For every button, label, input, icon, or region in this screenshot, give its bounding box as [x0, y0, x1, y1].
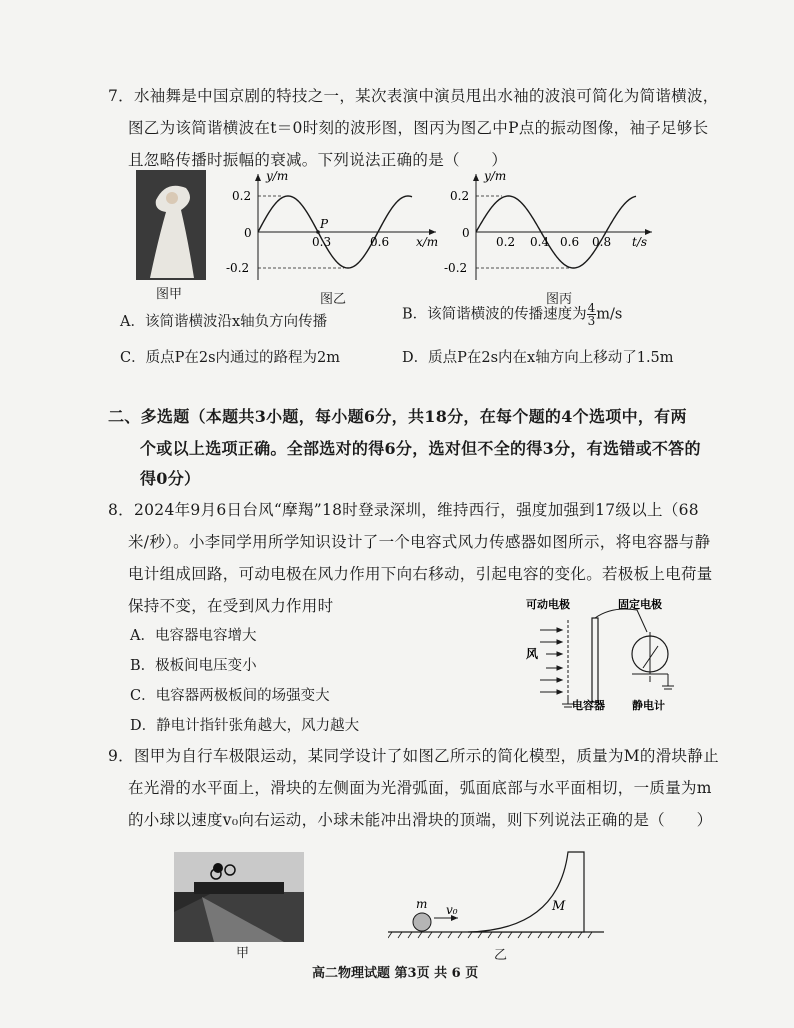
- q8-option-c: C．电容器两极板间的场强变大: [130, 688, 330, 704]
- q7-figure-jia-photo: [136, 170, 206, 280]
- q7-point-p-label: P: [320, 217, 329, 231]
- q7-figure-yi-graph: [222, 166, 442, 286]
- q7-figure-yi-caption: 图乙: [320, 292, 347, 307]
- q9-figure-jia-caption: 甲: [236, 946, 250, 961]
- q7-bing-xtick-0.4: 0.4: [530, 235, 550, 249]
- q7-bing-x-label: t/s: [632, 235, 648, 249]
- q9-stem-line-3: 的小球以速度v₀向右运动，小球未能冲出滑块的顶端，则下列说法正确的是（ ）: [128, 811, 713, 829]
- q8-option-b: B．极板间电压变小: [130, 658, 257, 674]
- q7-yi-x-label: x/m: [416, 235, 439, 249]
- q7-option-b-unit: m/s: [596, 306, 623, 323]
- q7-yi-xtick-0.6: 0.6: [370, 235, 390, 249]
- q8-stem-line-1: 8．2024年9月6日台风“摩羯”18时登录深圳，维持西行，强度加强到17级以上（68: [108, 501, 699, 519]
- q7-stem-line-1: 7．水袖舞是中国京剧的特技之一，某次表演中演员甩出水袖的波浪可简化为简谐横波，: [108, 87, 719, 105]
- q7-option-b: [402, 302, 622, 327]
- q7-figure-bing-caption: 图丙: [546, 292, 573, 307]
- q9-slider-model-figure: [388, 844, 608, 944]
- q7-bing-ytick-top: 0.2: [450, 189, 470, 203]
- q7-yi-ytick-zero: 0: [244, 226, 252, 240]
- q7-yi-ytick-top: 0.2: [232, 189, 252, 203]
- q8-fixed-electrode-label: 固定电极: [618, 598, 662, 611]
- q8-wind-label: 风: [526, 647, 539, 661]
- q7-yi-xtick-0.3: 0.3: [312, 235, 332, 249]
- q9-mass-M-label: M: [552, 899, 566, 914]
- q8-stem-line-4: 保持不变，在受到风力作用时: [128, 597, 334, 615]
- section2-header-line-1: 二、多选题（本题共3小题，每小题6分，共18分，在每个题的4个选项中，有两: [108, 407, 687, 426]
- q7-bing-ytick-bottom: -0.2: [444, 261, 468, 275]
- q7-bing-xtick-0.2: 0.2: [496, 235, 516, 249]
- q7-yi-y-label: y/m: [266, 169, 289, 183]
- q7-option-b-num: 4: [587, 301, 596, 315]
- q9-mass-m-label: m: [416, 897, 428, 911]
- q7-stem-line-2: 图乙为该简谐横波在t＝0时刻的波形图，图丙为图乙中P点的振动图像，袖子足够长: [128, 119, 709, 137]
- q9-stem-line-1: 9．图甲为自行车极限运动，某同学设计了如图乙所示的简化模型，质量为M的滑块静止: [108, 747, 719, 765]
- page-footer: 高二物理试题 第3页 共 6 页: [312, 966, 479, 981]
- q8-option-a: A．电容器电容增大: [130, 628, 257, 644]
- section2-header-line-2: 个或以上选项正确。全部选对的得6分，选对但不全的得3分，有选错或不答的: [140, 439, 701, 458]
- q7-yi-ytick-bottom: -0.2: [226, 261, 250, 275]
- q8-stem-line-2: 米/秒）。小李同学用所学知识设计了一个电容式风力传感器如图所示，将电容器与静: [128, 533, 711, 551]
- q9-stem-line-2: 在光滑的水平面上，滑块的左侧面为光滑弧面，弧面底部与水平面相切，一质量为m: [128, 779, 712, 797]
- q7-figure-bing-graph: [440, 166, 660, 286]
- q9-ball-icon: [413, 913, 431, 931]
- q7-option-b-den: 3: [587, 314, 596, 328]
- q8-capacitor-figure: [522, 596, 702, 716]
- q8-option-d: D．静电计指针张角越大，风力越大: [130, 718, 360, 734]
- q9-figure-yi-caption: 乙: [494, 948, 508, 963]
- q9-slider-block: [468, 852, 584, 932]
- q9-figure-jia-photo: [174, 852, 304, 942]
- q7-stem-line-3: 且忽略传播时振幅的衰减。下列说法正确的是（ ）: [128, 151, 508, 169]
- q7-bing-ytick-zero: 0: [462, 226, 470, 240]
- q7-bing-xtick-0.6: 0.6: [560, 235, 580, 249]
- q7-option-a: A．该简谐横波沿x轴负方向传播: [120, 314, 328, 330]
- q8-electrometer-label: 静电计: [632, 699, 665, 712]
- q7-bing-y-label: y/m: [484, 169, 507, 183]
- q9-velocity-label: v₀: [446, 903, 458, 917]
- q7-option-b-fraction: [587, 302, 597, 327]
- q7-option-b-text: B．该简谐横波的传播速度为: [402, 306, 587, 323]
- q8-movable-electrode-label: 可动电极: [526, 598, 570, 611]
- section2-header-line-3: 得0分）: [140, 469, 201, 488]
- q8-stem-line-3: 电计组成回路，可动电极在风力作用下向右移动，引起电容的变化。若极板上电荷量: [128, 565, 713, 583]
- q7-bing-xtick-0.8: 0.8: [592, 235, 612, 249]
- q7-option-d: D．质点P在2s内在x轴方向上移动了1.5m: [402, 350, 674, 366]
- q7-figure-jia-caption: 图甲: [156, 287, 183, 302]
- q8-capacitor-label: 电容器: [572, 699, 605, 712]
- q7-option-c: C．质点P在2s内通过的路程为2m: [120, 350, 340, 366]
